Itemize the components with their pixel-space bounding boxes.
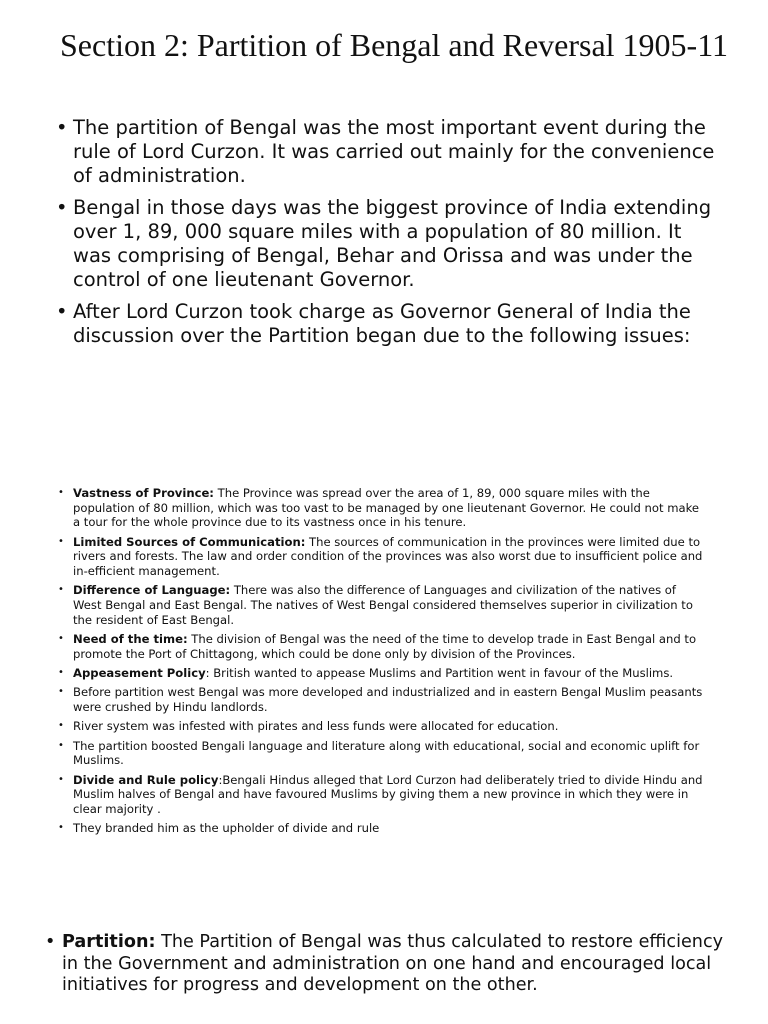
main-bullet-text: After Lord Curzon took charge as Governor General of India the discussion over the Partition began due to the following issues: [73,300,691,347]
main-bullet-item [56,116,716,188]
issue-text: There was also the difference of Languages and civilization of the natives of West Bengal and East Bengal. The natives of West Bengal considered themselves superior in civilization to the resident of East Bengal. [73,583,693,627]
issue-item [58,666,708,681]
bullet-marker: • [56,196,68,219]
bullet-marker: • [58,720,64,732]
bullet-marker: • [56,116,68,139]
main-bullet-text: The partition of Bengal was the most important event during the rule of Lord Curzon. It was carried out mainly for the convenience of administration. [73,116,715,187]
issue-lead: Need of the time: [73,632,188,647]
issue-item [58,632,708,661]
issue-text: The division of Bengal was the need of the time to develop trade in East Bengal and to promote the Port of Chittagong, which could be done only by division of the Provinces. [73,632,697,661]
main-bullet-item [56,196,716,292]
issue-item [58,719,708,734]
bullet-marker: • [58,584,64,596]
issue-lead: Divide and Rule policy [73,772,219,787]
issue-text: The Province was spread over the area of 1, 89, 000 square miles with the population of 80 million, which was too vast to be managed by one lieutenant Governor. He could not make a tour for the whole province due to its vastness once in his tenure. [73,486,700,530]
issue-item [58,821,708,836]
issue-lead: Appeasement Policy [73,666,206,681]
issue-item [58,773,708,817]
issue-lead: Difference of Language: [73,583,231,598]
partition-item [45,932,725,997]
partition-section [45,932,725,997]
main-bullet-item [56,300,716,348]
bullet-marker: • [56,300,68,323]
page-title: Section 2: Partition of Bengal and Reversal 1905-11 [60,27,729,63]
bullet-marker: • [58,667,64,679]
issue-text: : British wanted to appease Muslims and Partition went in favour of the Muslims. [205,666,674,681]
bullet-marker: • [45,932,56,952]
bullet-marker: • [58,535,64,547]
issue-lead: Vastness of Province: [73,486,214,500]
bullet-marker: • [58,686,64,698]
bullet-marker: • [58,487,64,498]
issue-item [58,685,708,714]
main-bullet-text: Bengal in those days was the biggest province of India extending over 1, 89, 000 square miles with a population of 80 million. It was comprising of Bengal, Behar and Orissa and was under the control of one lieutenant Governor. [73,196,712,291]
issue-item [58,486,708,530]
bullet-marker: • [58,739,64,751]
bullet-marker: • [58,822,64,834]
main-bullet-list [56,116,716,356]
issue-item [58,535,708,579]
issue-text: The partition boosted Bengali language and literature along with educational, social and economic uplift for Muslims. [73,738,700,768]
issue-text: :Bengali Hindus alleged that Lord Curzon had deliberately tried to divide Hindu and Muslim halves of Bengal and have favoured Muslims by giving them a new province in which they were in clear majority . [73,772,703,817]
issue-item [58,583,708,627]
issue-item [58,739,708,768]
partition-text: The Partition of Bengal was thus calculated to restore efficiency in the Government and administration on one hand and encouraged local initiatives for progress and development on the other. [62,932,724,995]
issue-lead: Limited Sources of Communication: [73,534,306,549]
partition-lead: Partition: [62,932,156,952]
issue-text: They branded him as the upholder of divide and rule [73,821,380,836]
issues-list [58,486,708,841]
issue-text: The sources of communication in the provinces were limited due to rivers and forests. The law and order condition of the provinces was also worst due to insufficient police and in-efficient management. [73,534,703,579]
issue-text: Before partition west Bengal was more developed and industrialized and in eastern Bengal Muslim peasants were crushed by Hindu landlords. [73,685,703,715]
bullet-marker: • [58,633,64,645]
bullet-marker: • [58,773,64,785]
issue-text: River system was infested with pirates and less funds were allocated for education. [73,719,559,734]
